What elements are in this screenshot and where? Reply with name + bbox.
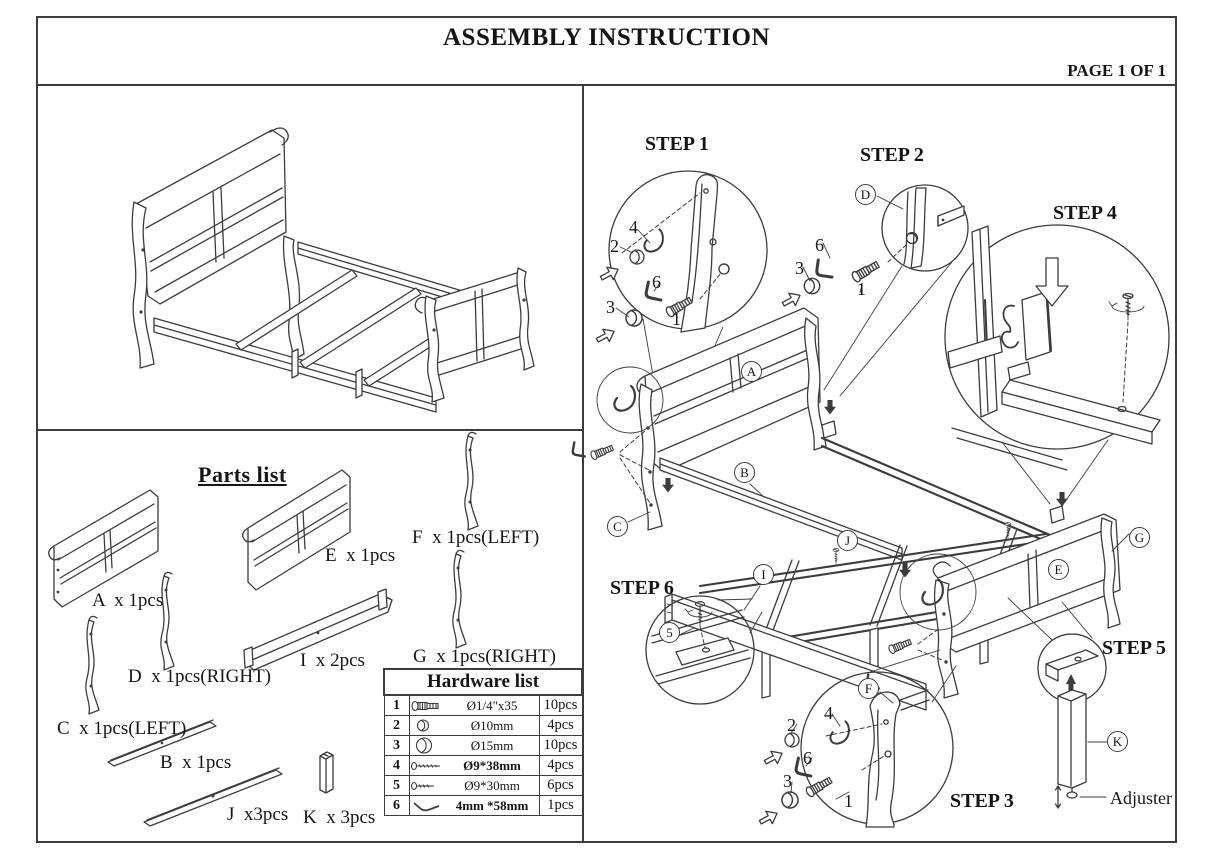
part-label-a: A x 1pcs	[92, 590, 164, 611]
hardware-spec: Ø15mm	[470, 737, 514, 753]
part-d-drawing	[161, 572, 174, 670]
hardware-row-1	[384, 695, 582, 716]
callout-step2-3: 3	[795, 258, 804, 278]
cap-large-icon	[411, 737, 445, 754]
callout-step3-6: 6	[803, 748, 812, 768]
hardware-qty: 10pcs	[539, 736, 582, 756]
callout-step2-1: 1	[857, 279, 866, 299]
hardware-qty: 4pcs	[539, 756, 582, 776]
part-label-k: K x 3pcs	[303, 807, 376, 828]
callout-part-j: J	[837, 530, 858, 551]
hardware-spec: Ø1/4"x35	[466, 697, 518, 713]
hardware-num: 6	[384, 796, 409, 816]
hardware-row-2	[384, 716, 582, 736]
screw-long-icon	[411, 761, 445, 771]
page-number: PAGE 1 OF 1	[1067, 61, 1166, 80]
callout-part-a: A	[741, 361, 762, 382]
hardware-qty: 10pcs	[539, 695, 582, 716]
part-g-drawing	[453, 550, 466, 648]
hardware-spec: Ø9*38mm	[463, 757, 521, 773]
screw-short-icon	[411, 781, 445, 791]
part-label-g: G x 1pcs(RIGHT)	[413, 646, 557, 667]
part-c-drawing	[86, 616, 99, 714]
callout-part-i: I	[753, 564, 774, 585]
adjuster-label: Adjuster	[1110, 788, 1172, 808]
hardware-row-4	[384, 756, 582, 776]
callout-part-b: B	[734, 462, 755, 483]
callout-part-d: D	[855, 184, 876, 205]
part-label-j: J x3pcs	[227, 804, 289, 825]
callout-hardware-5: 5	[659, 622, 680, 643]
hardware-num: 5	[384, 776, 409, 796]
parts-list-title: Parts list	[198, 462, 287, 487]
step-4-diagram	[945, 225, 1169, 506]
step-5-title: STEP 5	[1102, 637, 1166, 659]
callout-step1-6: 6	[652, 272, 661, 292]
callout-part-c: C	[607, 516, 628, 537]
callout-step3-3: 3	[783, 771, 792, 791]
allen-key-icon	[411, 799, 445, 813]
part-k-drawing	[320, 752, 333, 793]
callout-step1-3: 3	[606, 297, 615, 317]
hardware-row-3	[384, 736, 582, 756]
hardware-list-table	[383, 668, 583, 816]
cap-small-icon	[411, 718, 445, 733]
callout-step3-2: 2	[787, 715, 796, 735]
hardware-header-row	[384, 669, 582, 695]
step-1-title: STEP 1	[645, 133, 709, 155]
part-label-d: D x 1pcs(RIGHT)	[128, 666, 272, 687]
step-4-title: STEP 4	[1053, 202, 1117, 224]
hardware-num: 2	[384, 716, 409, 736]
callout-step3-4: 4	[824, 703, 833, 723]
step-5-diagram	[1008, 598, 1107, 808]
callout-step1-1: 1	[672, 309, 681, 329]
callout-step2-6: 6	[815, 235, 824, 255]
part-label-i: I x 2pcs	[300, 650, 365, 671]
callout-part-k: K	[1107, 731, 1128, 752]
step-6-title: STEP 6	[610, 577, 674, 599]
part-label-c: C x 1pcs(LEFT)	[57, 718, 187, 739]
hardware-qty: 4pcs	[539, 716, 582, 736]
hardware-list-title: Hardware list	[384, 669, 582, 695]
hardware-qty: 6pcs	[539, 776, 582, 796]
hardware-num: 1	[384, 695, 409, 716]
hardware-num: 4	[384, 756, 409, 776]
callout-part-f: F	[858, 678, 879, 699]
part-label-b: B x 1pcs	[160, 752, 232, 773]
hardware-spec: Ø9*30mm	[464, 777, 520, 793]
step-2-title: STEP 2	[860, 144, 924, 166]
bolt-icon	[411, 699, 445, 713]
part-f-drawing	[465, 432, 478, 530]
main-assembly-diagram	[572, 308, 1129, 710]
page-title: ASSEMBLY INSTRUCTION	[443, 24, 770, 51]
part-label-f: F x 1pcs(LEFT)	[412, 527, 540, 548]
step-3-title: STEP 3	[950, 790, 1014, 812]
hardware-qty: 1pcs	[539, 796, 582, 816]
hardware-row-6	[384, 796, 582, 816]
part-label-e: E x 1pcs	[325, 545, 396, 566]
hardware-spec: 4mm *58mm	[455, 797, 529, 813]
assembled-bed-drawing	[132, 128, 534, 412]
hardware-spec: Ø10mm	[470, 717, 514, 733]
callout-part-g: G	[1129, 527, 1150, 548]
part-e-drawing	[243, 470, 350, 590]
callout-part-e: E	[1048, 559, 1069, 580]
hardware-num: 3	[384, 736, 409, 756]
hardware-row-5	[384, 776, 582, 796]
callout-step3-1: 1	[844, 791, 853, 811]
callout-step1-2: 2	[610, 236, 619, 256]
callout-step1-4: 4	[629, 217, 638, 237]
